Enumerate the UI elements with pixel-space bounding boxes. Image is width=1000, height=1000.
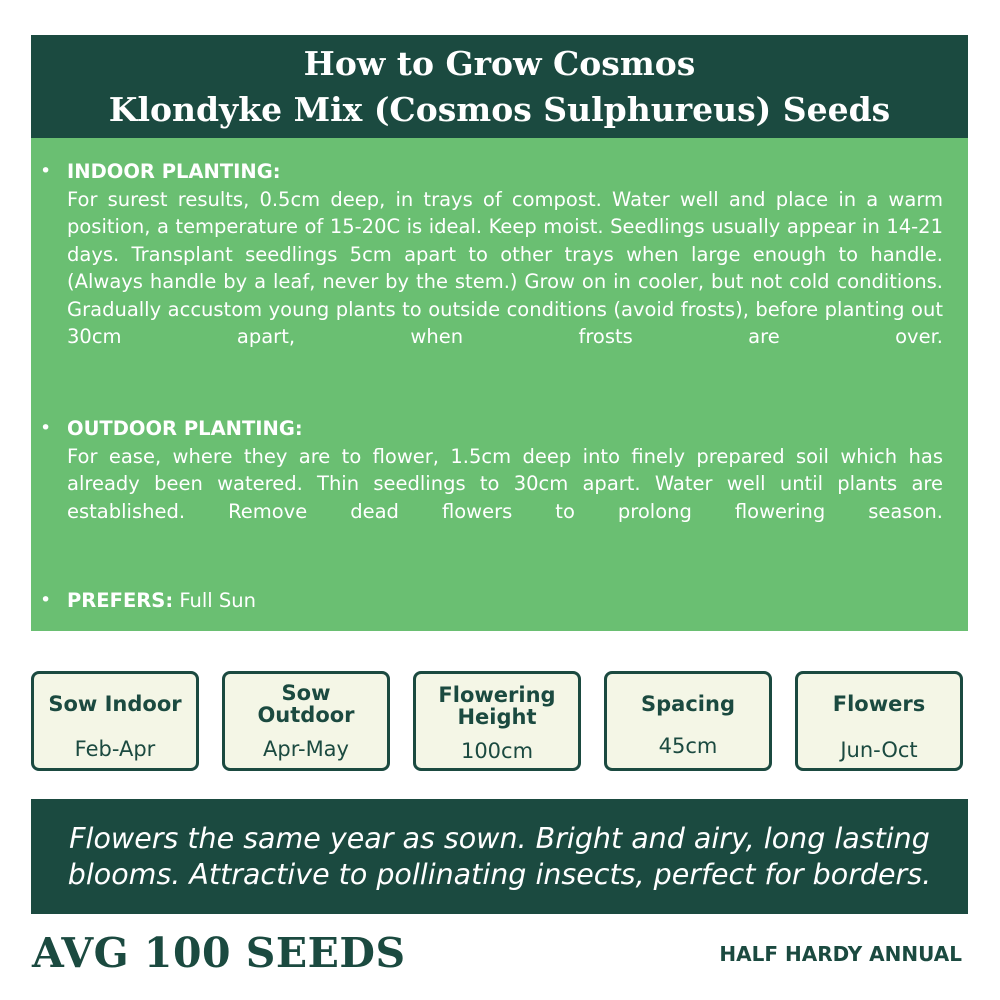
sow-outdoor-box xyxy=(222,671,390,771)
prefers-item xyxy=(31,587,968,615)
bullet-icon: • xyxy=(40,160,52,182)
outdoor-planting-item xyxy=(31,415,968,525)
plant-type-label: HALF HARDY ANNUAL xyxy=(719,942,962,966)
flowering-height-value: 100cm xyxy=(460,739,534,763)
title-line-1: How to Grow Cosmos xyxy=(303,43,696,83)
spacing-box xyxy=(604,671,772,771)
description-banner xyxy=(31,799,968,914)
page-title xyxy=(31,35,968,138)
sow-indoor-label: Sow Indoor xyxy=(48,692,182,716)
spacing-label: Spacing xyxy=(641,692,735,716)
seed-count: AVG 100 SEEDS xyxy=(32,929,406,977)
description-line-1: Flowers the same year as sown. Bright and airy, long lasting xyxy=(69,821,930,855)
sow-outdoor-label-line2: Outdoor xyxy=(257,703,355,727)
description-line-2: blooms. Attractive to pollinating insects, perfect for borders. xyxy=(67,857,932,891)
sow-outdoor-value: Apr-May xyxy=(263,737,349,761)
prefers-value: Full Sun xyxy=(179,589,256,612)
flowering-height-label-line2: Height xyxy=(457,705,537,729)
growing-info-boxes xyxy=(31,671,968,775)
spacing-value: 45cm xyxy=(658,734,718,758)
outdoor-planting-heading: OUTDOOR PLANTING: xyxy=(67,417,303,440)
sow-outdoor-label-line1: Sow xyxy=(281,681,331,705)
prefers-heading: PREFERS: xyxy=(67,589,174,612)
title-line-2: Klondyke Mix (Cosmos Sulphureus) Seeds xyxy=(108,89,891,129)
indoor-planting-item xyxy=(31,158,968,351)
indoor-planting-heading: INDOOR PLANTING: xyxy=(67,160,281,183)
sow-indoor-value: Feb-Apr xyxy=(74,737,156,761)
flowers-value: Jun-Oct xyxy=(840,738,918,762)
bullet-icon: • xyxy=(40,417,52,439)
flowering-height-label-line1: Flowering xyxy=(438,683,556,707)
flowers-box xyxy=(795,671,963,771)
flowers-label: Flowers xyxy=(832,692,926,716)
planting-instructions-panel xyxy=(31,138,968,631)
bullet-icon: • xyxy=(40,589,52,611)
indoor-planting-text: For surest results, 0.5cm deep, in trays of compost. Water well and place in a warm position, a temperature of 15-20C is ideal. Keep moist. Seedlings usually appear in 14-21 days. Transplant seedlings 5cm apart to other trays when large enough to handle. (Always handle by a leaf, never by the stem.) Grow on in cooler, but not cold conditions. Gradually accustom young plants to outside conditions (avoid frosts), before planting out 30cm apart, when frosts are over. xyxy=(67,187,943,348)
flowering-height-box xyxy=(413,671,581,771)
sow-indoor-box xyxy=(31,671,199,771)
outdoor-planting-text: For ease, where they are to flower, 1.5cm deep into finely prepared soil which has already been watered. Thin seedlings to 30cm apart. Water well until plants are established. Remove dead flowers to prolong flowering season. xyxy=(67,444,943,523)
